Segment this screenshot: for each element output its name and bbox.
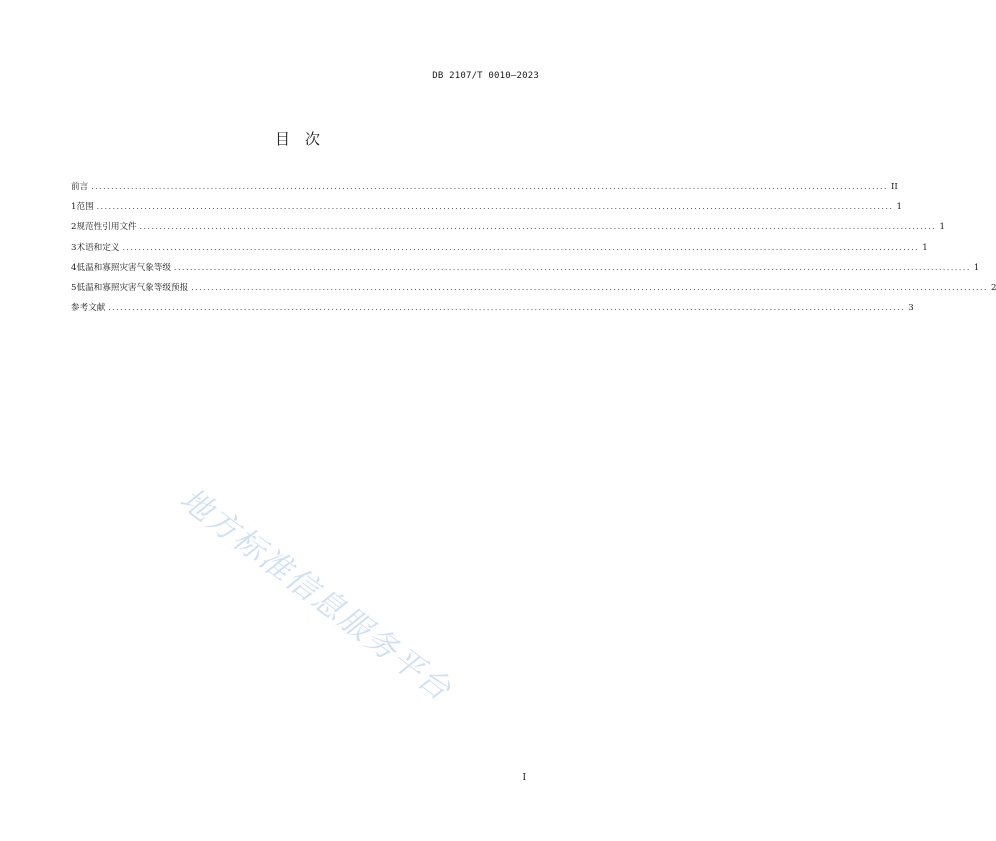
toc-entry-page: 3 [908,303,914,314]
toc-entry-page: 1 [939,222,945,233]
toc-entry-number: 1 [71,202,77,213]
toc-entry-page: 1 [896,202,902,213]
toc-entry-label: 规范性引用文件 [76,222,137,233]
toc-entry-number: 5 [71,282,77,293]
toc-entry-label: 低温和寡照灾害气象等级预报 [76,282,189,293]
watermark: 地方标准信息服务平台 [173,481,459,709]
toc-entry-label: 低温和寡照灾害气象等级 [76,262,172,273]
toc-entry[interactable] [71,281,996,301]
toc-entry-page: 1 [922,242,928,253]
toc-dot-leader: ........................................................................................................................................................................................................ [122,242,920,252]
toc-entry[interactable] [71,180,898,200]
toc-entry[interactable] [71,241,928,261]
toc-dot-leader: ........................................................................................................................................................................................................ [91,182,889,191]
toc-entry-label: 范围 [76,202,94,213]
toc-entry-label: 参考文献 [71,303,106,314]
toc-entry[interactable] [71,200,902,220]
toc-entry[interactable] [71,261,980,281]
toc-dot-leader: ........................................................................................................................................................................................................ [191,282,989,292]
toc-entry-number: 3 [71,242,77,253]
document-code: DB 2107/T 0010—2023 [432,71,539,81]
toc-entry-page: 2 [991,282,996,293]
table-of-contents [71,180,996,321]
toc-entry-number: 2 [71,222,77,233]
toc-dot-leader: ........................................................................................................................................................................................................ [139,222,937,232]
toc-dot-leader: ........................................................................................................................................................................................................ [174,262,971,272]
toc-entry-page: 1 [973,262,980,273]
toc-entry[interactable] [71,301,914,321]
toc-entry-label: 术语和定义 [76,242,120,253]
toc-dot-leader: ........................................................................................................................................................................................................ [108,303,906,313]
toc-entry-number: 4 [71,262,77,273]
toc-entry-page: II [891,182,898,192]
toc-entry-label: 前言 [71,182,89,192]
page-number: I [522,773,526,783]
toc-entry[interactable] [71,220,945,240]
toc-dot-leader: ........................................................................................................................................................................................................ [96,202,894,212]
page-title: 目 次 [274,130,320,148]
